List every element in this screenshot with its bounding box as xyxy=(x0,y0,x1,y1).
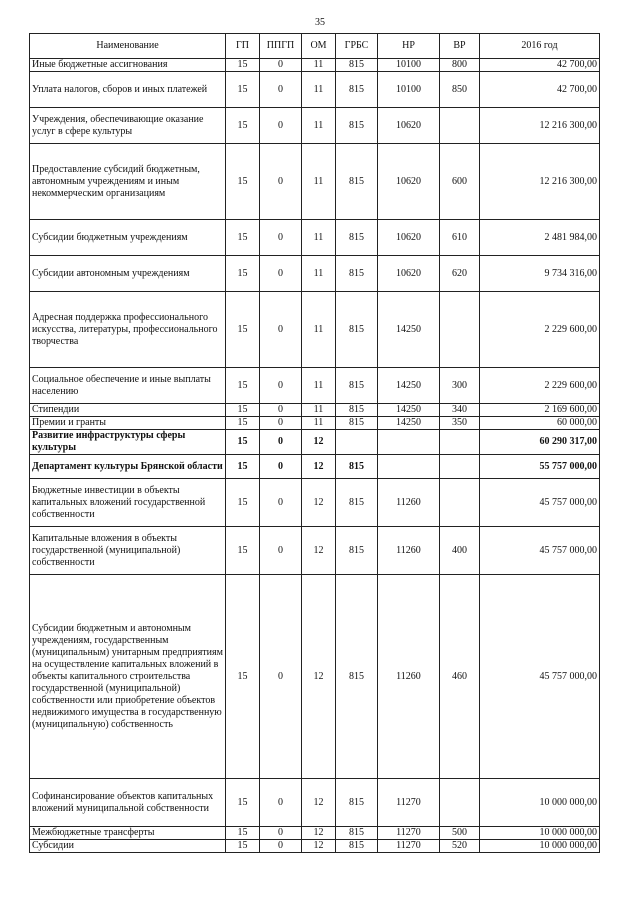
row-ppgp: 0 xyxy=(260,575,302,779)
table-row xyxy=(30,479,600,527)
row-ppgp: 0 xyxy=(260,404,302,417)
row-nr: 10100 xyxy=(378,59,440,72)
table-row xyxy=(30,144,600,220)
row-ppgp: 0 xyxy=(260,72,302,108)
row-gp: 15 xyxy=(226,72,260,108)
row-grbs: 815 xyxy=(336,779,378,827)
row-vr xyxy=(440,430,480,455)
row-vr: 460 xyxy=(440,575,480,779)
row-amount: 60 290 317,00 xyxy=(480,430,600,455)
row-vr: 600 xyxy=(440,144,480,220)
row-nr: 14250 xyxy=(378,404,440,417)
header-ppgp: ППГП xyxy=(260,34,302,59)
row-amount: 10 000 000,00 xyxy=(480,779,600,827)
row-nr: 10620 xyxy=(378,108,440,144)
row-gp: 15 xyxy=(226,430,260,455)
row-vr: 400 xyxy=(440,527,480,575)
row-om: 12 xyxy=(302,455,336,479)
row-name: Адресная поддержка профессионального искусства, литературы, профессионального творчества xyxy=(30,292,226,368)
row-ppgp: 0 xyxy=(260,144,302,220)
header-grbs: ГРБС xyxy=(336,34,378,59)
row-amount: 10 000 000,00 xyxy=(480,827,600,840)
row-ppgp: 0 xyxy=(260,479,302,527)
row-nr: 11260 xyxy=(378,527,440,575)
row-ppgp: 0 xyxy=(260,779,302,827)
row-om: 11 xyxy=(302,72,336,108)
row-ppgp: 0 xyxy=(260,256,302,292)
table-row xyxy=(30,292,600,368)
table-row xyxy=(30,527,600,575)
row-ppgp: 0 xyxy=(260,417,302,430)
row-name: Межбюджетные трансферты xyxy=(30,827,226,840)
row-ppgp: 0 xyxy=(260,527,302,575)
row-nr: 10620 xyxy=(378,220,440,256)
table-row xyxy=(30,827,600,840)
row-nr: 10620 xyxy=(378,256,440,292)
row-name: Развитие инфраструктуры сферы культуры xyxy=(30,430,226,455)
row-om: 12 xyxy=(302,479,336,527)
row-vr: 800 xyxy=(440,59,480,72)
row-name: Иные бюджетные ассигнования xyxy=(30,59,226,72)
row-vr xyxy=(440,292,480,368)
row-gp: 15 xyxy=(226,575,260,779)
table-row xyxy=(30,72,600,108)
row-amount: 60 000,00 xyxy=(480,417,600,430)
row-amount: 42 700,00 xyxy=(480,59,600,72)
row-amount: 2 229 600,00 xyxy=(480,292,600,368)
row-amount: 55 757 000,00 xyxy=(480,455,600,479)
row-om: 11 xyxy=(302,220,336,256)
table-row xyxy=(30,840,600,853)
row-om: 12 xyxy=(302,827,336,840)
row-om: 11 xyxy=(302,256,336,292)
row-grbs: 815 xyxy=(336,840,378,853)
row-nr: 11270 xyxy=(378,827,440,840)
row-ppgp: 0 xyxy=(260,59,302,72)
row-vr xyxy=(440,779,480,827)
table-row xyxy=(30,575,600,779)
row-name: Субсидии автономным учреждениям xyxy=(30,256,226,292)
row-amount: 45 757 000,00 xyxy=(480,479,600,527)
row-vr xyxy=(440,479,480,527)
row-vr: 340 xyxy=(440,404,480,417)
row-amount: 9 734 316,00 xyxy=(480,256,600,292)
row-om: 11 xyxy=(302,417,336,430)
row-om: 11 xyxy=(302,368,336,404)
row-om: 11 xyxy=(302,292,336,368)
row-name: Субсидии xyxy=(30,840,226,853)
row-grbs: 815 xyxy=(336,256,378,292)
row-ppgp: 0 xyxy=(260,220,302,256)
row-grbs: 815 xyxy=(336,59,378,72)
table-row xyxy=(30,779,600,827)
row-vr xyxy=(440,455,480,479)
table-row xyxy=(30,404,600,417)
table-row xyxy=(30,108,600,144)
row-om: 11 xyxy=(302,59,336,72)
row-nr: 14250 xyxy=(378,368,440,404)
row-amount: 45 757 000,00 xyxy=(480,575,600,779)
header-nr: НР xyxy=(378,34,440,59)
row-ppgp: 0 xyxy=(260,827,302,840)
row-amount: 10 000 000,00 xyxy=(480,840,600,853)
row-grbs: 815 xyxy=(336,404,378,417)
row-om: 12 xyxy=(302,430,336,455)
header-gp: ГП xyxy=(226,34,260,59)
row-vr: 620 xyxy=(440,256,480,292)
row-gp: 15 xyxy=(226,59,260,72)
row-nr xyxy=(378,455,440,479)
row-nr xyxy=(378,430,440,455)
row-vr: 850 xyxy=(440,72,480,108)
row-grbs: 815 xyxy=(336,455,378,479)
row-gp: 15 xyxy=(226,417,260,430)
row-amount: 45 757 000,00 xyxy=(480,527,600,575)
row-amount: 42 700,00 xyxy=(480,72,600,108)
row-vr xyxy=(440,108,480,144)
row-om: 12 xyxy=(302,527,336,575)
table-row xyxy=(30,59,600,72)
row-ppgp: 0 xyxy=(260,292,302,368)
row-gp: 15 xyxy=(226,292,260,368)
header-name: Наименование xyxy=(30,34,226,59)
row-om: 11 xyxy=(302,108,336,144)
row-gp: 15 xyxy=(226,779,260,827)
row-ppgp: 0 xyxy=(260,455,302,479)
row-gp: 15 xyxy=(226,455,260,479)
row-name: Социальное обеспечение и иные выплаты населению xyxy=(30,368,226,404)
row-vr: 520 xyxy=(440,840,480,853)
table-row xyxy=(30,455,600,479)
row-nr: 11270 xyxy=(378,779,440,827)
row-grbs: 815 xyxy=(336,72,378,108)
row-om: 11 xyxy=(302,404,336,417)
row-grbs: 815 xyxy=(336,417,378,430)
row-grbs: 815 xyxy=(336,575,378,779)
table-row xyxy=(30,368,600,404)
row-gp: 15 xyxy=(226,827,260,840)
row-vr: 610 xyxy=(440,220,480,256)
header-row xyxy=(30,34,600,59)
row-gp: 15 xyxy=(226,256,260,292)
row-grbs: 815 xyxy=(336,527,378,575)
row-nr: 10620 xyxy=(378,144,440,220)
header-year: 2016 год xyxy=(480,34,600,59)
row-amount: 2 169 600,00 xyxy=(480,404,600,417)
row-name: Софинансирование объектов капитальных вложений муниципальной собственности xyxy=(30,779,226,827)
row-grbs: 815 xyxy=(336,479,378,527)
row-nr: 11260 xyxy=(378,479,440,527)
row-gp: 15 xyxy=(226,840,260,853)
row-gp: 15 xyxy=(226,368,260,404)
row-vr: 500 xyxy=(440,827,480,840)
header-vr: ВР xyxy=(440,34,480,59)
row-nr: 14250 xyxy=(378,292,440,368)
row-om: 12 xyxy=(302,575,336,779)
row-vr: 300 xyxy=(440,368,480,404)
row-amount: 12 216 300,00 xyxy=(480,108,600,144)
row-amount: 2 481 984,00 xyxy=(480,220,600,256)
row-nr: 10100 xyxy=(378,72,440,108)
row-gp: 15 xyxy=(226,479,260,527)
table-row xyxy=(30,417,600,430)
row-ppgp: 0 xyxy=(260,108,302,144)
row-name: Бюджетные инвестиции в объекты капитальных вложений государственной собственности xyxy=(30,479,226,527)
budget-table xyxy=(29,33,600,853)
row-name: Уплата налогов, сборов и иных платежей xyxy=(30,72,226,108)
row-gp: 15 xyxy=(226,527,260,575)
row-gp: 15 xyxy=(226,144,260,220)
row-ppgp: 0 xyxy=(260,840,302,853)
row-ppgp: 0 xyxy=(260,368,302,404)
header-om: ОМ xyxy=(302,34,336,59)
row-name: Премии и гранты xyxy=(30,417,226,430)
row-om: 11 xyxy=(302,144,336,220)
row-nr: 11260 xyxy=(378,575,440,779)
row-grbs: 815 xyxy=(336,144,378,220)
row-amount: 2 229 600,00 xyxy=(480,368,600,404)
row-name: Капитальные вложения в объекты государственной (муниципальной) собственности xyxy=(30,527,226,575)
row-name: Субсидии бюджетным и автономным учреждениям, государственным (муниципальным) унитарным предприятиям на осуществление капитальных вложений в объекты капитального строительства государственной (муниципальной) собственности или приобретение объектов недвижимого имущества в государственную (муниципальную) собственность xyxy=(30,575,226,779)
row-gp: 15 xyxy=(226,108,260,144)
row-om: 12 xyxy=(302,779,336,827)
row-grbs: 815 xyxy=(336,220,378,256)
row-ppgp: 0 xyxy=(260,430,302,455)
row-gp: 15 xyxy=(226,220,260,256)
row-om: 12 xyxy=(302,840,336,853)
table-row xyxy=(30,220,600,256)
table-row xyxy=(30,430,600,455)
row-name: Департамент культуры Брянской области xyxy=(30,455,226,479)
row-grbs xyxy=(336,430,378,455)
table-row xyxy=(30,256,600,292)
row-name: Предоставление субсидий бюджетным, автономным учреждениям и иным некоммерческим организациям xyxy=(30,144,226,220)
row-grbs: 815 xyxy=(336,292,378,368)
row-amount: 12 216 300,00 xyxy=(480,144,600,220)
row-name: Учреждения, обеспечивающие оказание услуг в сфере культуры xyxy=(30,108,226,144)
row-nr: 14250 xyxy=(378,417,440,430)
row-nr: 11270 xyxy=(378,840,440,853)
row-gp: 15 xyxy=(226,404,260,417)
row-grbs: 815 xyxy=(336,108,378,144)
page-number: 35 xyxy=(315,17,325,28)
row-vr: 350 xyxy=(440,417,480,430)
row-name: Стипендии xyxy=(30,404,226,417)
row-grbs: 815 xyxy=(336,827,378,840)
row-name: Субсидии бюджетным учреждениям xyxy=(30,220,226,256)
row-grbs: 815 xyxy=(336,368,378,404)
